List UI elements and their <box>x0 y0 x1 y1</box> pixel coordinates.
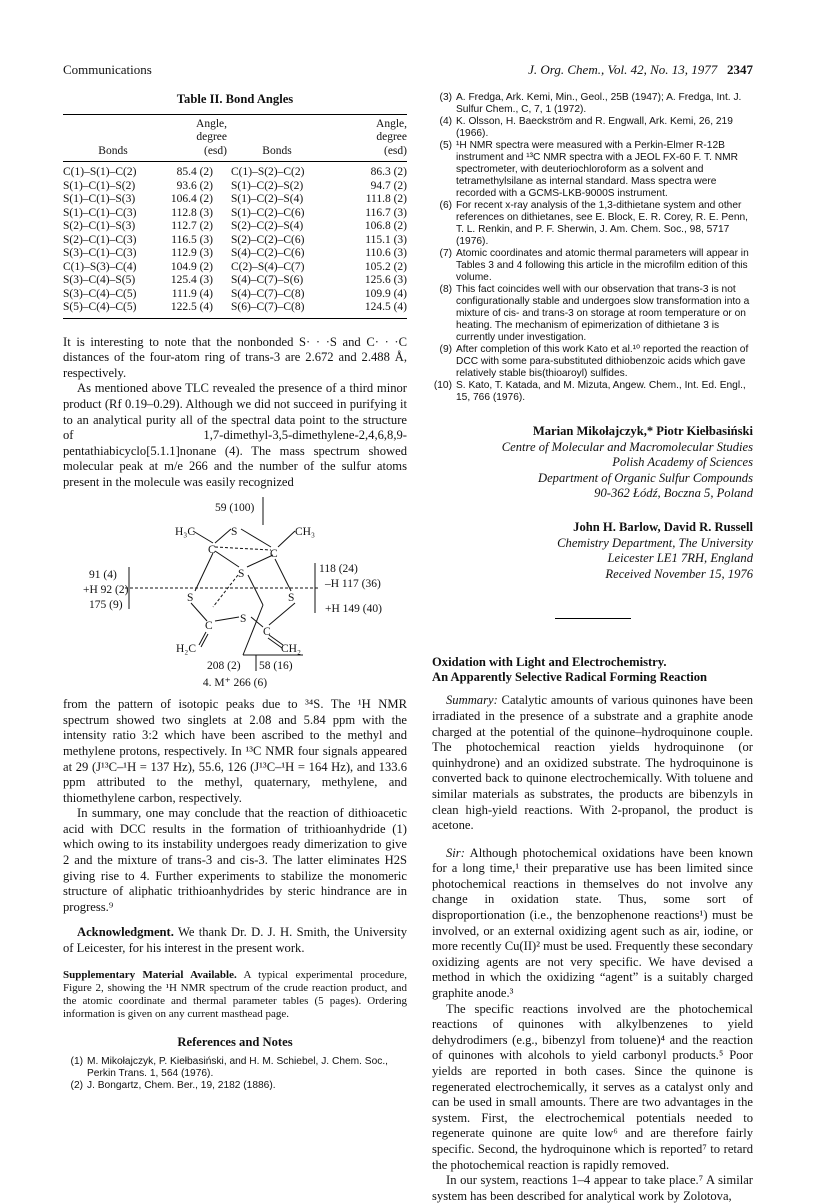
para-acknowledgment <box>63 925 407 956</box>
reference-item <box>432 248 753 284</box>
angle-cell: 116.7 (3) <box>365 206 407 219</box>
reference-item <box>432 200 753 248</box>
reference-item <box>432 116 753 140</box>
ms-fragment-58: 58 (16) <box>259 659 293 672</box>
author-block-2 <box>432 520 753 582</box>
reference-number: (2) <box>70 1080 83 1092</box>
bond-cell: S(1)–C(2)–S(2) <box>231 179 304 192</box>
aff1-line3: Department of Organic Sulfur Compounds <box>537 470 753 485</box>
angle-cell: 122.5 (4) <box>170 301 213 314</box>
references-left <box>63 1056 407 1092</box>
figure-caption: 4. M⁺ 266 (6) <box>202 676 268 689</box>
bond-cell: S(4)–C(7)–S(6) <box>231 274 304 287</box>
para-tlc: As mentioned above TLC revealed the presence of a third minor product (Rf 0.19–0.29). Although we did not succeed in purifying it to an analytical purity all of the spectral data point to the structure of 1,7-dimethyl-3,5-dimethylene-2,4,6,8,9-pentathiabicyclo[5.1.1]nonane (4). The mass spectrum showed molecular peak at m/e 266 and the number of the sulfur atoms present in the molecule was easily recognized <box>63 381 407 489</box>
supp-heading: Supplementary Material Available. <box>63 968 237 981</box>
ms-fragment-91: 91 (4) <box>89 568 117 581</box>
para-isotopic: from the pattern of isotopic peaks due to ³⁴S. The ¹H NMR spectrum showed two singlets at 2.08 and 5.84 ppm with the intensity ratio 3:2 which have been ascribed to the methyl and methylene protons, respectively. In ¹³C NMR four signals appeared at 29 (J¹³C–¹H = 137 Hz), 55.6, 126 (J¹³C–¹H = 164 Hz), and 133.6 ppm attributed to the methyl, quaternary, methylene, and thiomethylene carbon, respectively. <box>63 697 407 805</box>
reference-item <box>432 380 753 404</box>
angle-cell: 112.8 (3) <box>171 206 213 219</box>
para-our-system: In our system, reactions 1–4 appear to take place.⁷ A similar system has been described for analytical work by Zolotova, <box>432 1173 753 1203</box>
table-row <box>63 166 407 180</box>
bond-cell: S(1)–C(2)–S(4) <box>231 193 304 206</box>
atom-c-right: C <box>270 547 278 560</box>
supp-text: A typical experimental procedure, Figure 2, showing the ¹H NMR spectrum of the crude reaction product, and the atomic coordinate and thermal parameter tables (5 pages). Ordering information is given on any current masthead page. <box>63 968 407 1020</box>
header-esd-2: (esd) <box>384 144 407 157</box>
atom-h3c-top: H₃C <box>175 525 195 538</box>
bond-cell: S(3)–C(4)–C(5) <box>63 287 137 300</box>
table-row <box>63 207 407 221</box>
angle-cell: 86.3 (2) <box>370 166 407 179</box>
reference-text: J. Bongartz, Chem. Ber., 19, 2182 (1886). <box>87 1080 276 1092</box>
summary-label: Summary: <box>446 693 498 708</box>
angle-cell: 109.9 (4) <box>364 287 407 300</box>
structure-4-figure <box>63 495 407 680</box>
reference-text: M. Mikołajczyk, P. Kiełbasiński, and H. M. Schiebel, J. Chem. Soc., Perkin Trans. 1, 564 (1976). <box>87 1056 389 1080</box>
table-row <box>63 220 407 234</box>
atom-s-top: S <box>231 525 238 538</box>
table-title: Table II. Bond Angles <box>176 92 294 106</box>
atom-s-left: S <box>187 591 194 604</box>
atom-ch3-top: CH₃ <box>295 525 315 538</box>
angle-cell: 112.9 (3) <box>171 247 213 260</box>
reference-number: (1) <box>70 1056 83 1068</box>
reference-item <box>63 1080 407 1092</box>
reference-item <box>432 92 753 116</box>
header-degree-2: degree <box>376 131 407 144</box>
reference-text: A. Fredga, Ark. Kemi, Min., Geol., 25B (1947); A. Fredga, Int. J. Sulfur Chem., C, 7, 1 (1972). <box>456 92 742 115</box>
header-angle-1: Angle, <box>196 117 227 130</box>
header-esd-1: (esd) <box>204 144 227 157</box>
para-specific-reactions: The specific reactions involved are the photochemical reactions of quinones with alkylbenzenes to yield dehydrodimers (e.g., bibenzyl from toluene)⁴ and the reaction of quinones with alcohols to yield carbonyl products.⁵ Poor yields are reported in both cases. Since the quinone is regenerated electrochemically, it serves as a catalyst only and can be used in small amounts. There are two advantages in the system. First, the electrochemical potentials needed to regenerate quinone are quite low⁶ and are therefore fairly specific. Second, the hydroquinone which is reported⁷ to retard the photochemical reaction is rapidly removed. <box>432 1001 753 1172</box>
ack-heading: Acknowledgment. <box>77 925 174 940</box>
authors-2: John H. Barlow, David R. Russell <box>573 519 753 534</box>
summary-paragraph <box>432 693 753 833</box>
angle-cell: 106.4 (2) <box>170 193 213 206</box>
reference-number: (10) <box>433 380 452 391</box>
angle-cell: 111.8 (2) <box>365 193 407 206</box>
supplementary-material <box>63 969 407 1021</box>
ms-fragment-175: 175 (9) <box>89 598 123 611</box>
atom-h2c: H₂C <box>176 642 196 655</box>
reference-item <box>432 140 753 200</box>
angle-cell: 85.4 (2) <box>176 166 213 179</box>
article-body <box>432 693 753 1204</box>
table-row <box>63 301 407 315</box>
bond-cell: S(2)–C(1)–C(3) <box>63 233 137 246</box>
bond-cell: C(1)–S(3)–C(4) <box>63 260 137 273</box>
bond-angles-table <box>63 114 407 315</box>
reference-item <box>432 344 753 380</box>
angle-cell: 124.5 (4) <box>364 301 407 314</box>
references-heading: References and Notes <box>177 1034 293 1049</box>
authors-1: Marian Mikołajczyk,* Piotr Kiełbasiński <box>532 424 753 438</box>
table-row <box>63 247 407 261</box>
running-header-left: Communications <box>63 62 152 77</box>
sir-text: Although photochemical oxidations have been known for a long time,¹ their preparative use has been limited since photochemical reactions in themselves do not involve any change in oxidation state. Thus, some sort of disproportionation (i.e., the benzophenone reactions¹) must be involved, or an external oxidizing agent such as air, iodine, or more recently Cu(II)² must be used. Frequently these secondary oxidizing agents are not very specific. We have devised a method in which the oxidizing “agent” is a suitably charged graphite anode.³ <box>432 845 753 1001</box>
bond-cell: S(1)–C(1)–S(3) <box>63 193 136 206</box>
angle-cell: 110.6 (3) <box>365 247 407 260</box>
reference-item <box>432 284 753 344</box>
table-row <box>63 180 407 194</box>
right-column <box>432 92 753 1204</box>
ms-fragment-118: 118 (24) <box>319 562 358 575</box>
angle-cell: 112.7 (2) <box>171 220 213 233</box>
table-body <box>63 166 407 315</box>
reference-number: (6) <box>439 200 452 211</box>
reference-text: This fact coincides well with our observation that trans-3 is not configurationally stable and undergoes slow transformation into a mixture of cis- and trans-3 on storage at room temperature or on heating. The mechanism of epimerization of dithietane 3 is currently under investigation. <box>456 284 750 343</box>
article-title-line2: An Apparently Selective Radical Forming Reaction <box>432 670 708 685</box>
aff1-line4: 90-362 Łódź, Boczna 5, Poland <box>594 486 753 501</box>
table-row <box>63 274 407 288</box>
aff2-line2: Leicester LE1 7RH, England <box>607 551 753 566</box>
header-bonds-1: Bonds <box>98 144 128 157</box>
sir-label: Sir: <box>446 845 465 860</box>
atom-s-bottom: S <box>240 612 247 625</box>
angle-cell: 104.9 (2) <box>170 260 213 273</box>
bond-cell: S(1)–C(1)–S(2) <box>63 179 136 192</box>
table-row <box>63 193 407 207</box>
reference-number: (7) <box>439 248 452 259</box>
author-block-1 <box>432 424 753 502</box>
bond-cell: S(3)–C(1)–C(3) <box>63 247 137 260</box>
page-number: 2347 <box>727 62 753 77</box>
bond-cell: S(1)–C(1)–C(3) <box>63 206 137 219</box>
header-degree-1: degree <box>196 131 227 144</box>
atom-c-left: C <box>208 543 216 556</box>
aff2-line1: Chemistry Department, The University <box>557 535 753 550</box>
angle-cell: 106.8 (2) <box>364 220 407 233</box>
ms-fragment-117: –H 117 (36) <box>325 577 381 590</box>
reference-text: For recent x-ray analysis of the 1,3-dithietane system and other references on dithietanes, see E. Block, E. R. Corey, R. E. Penn, T. L. Renkin, and P. F. Sherwin, J. Am. Chem. Soc., 98, 5717 (1976). <box>456 200 748 247</box>
reference-text: Atomic coordinates and atomic thermal parameters will appear in Tables 3 and 4 following this article in the microfilm edition of this volume. <box>456 248 749 283</box>
bond-cell: S(2)–C(2)–C(6) <box>231 233 305 246</box>
atom-ch2: CH₂ <box>281 642 301 655</box>
ack-text: We thank Dr. D. J. H. Smith, the University of Leicester, for his interest in the present work. <box>63 925 407 956</box>
journal-citation: J. Org. Chem., Vol. 42, No. 13, 1977 <box>528 62 718 77</box>
bond-cell: S(3)–C(4)–S(5) <box>63 274 136 287</box>
header-bonds-2: Bonds <box>262 144 292 157</box>
reference-number: (8) <box>439 284 452 295</box>
left-column <box>63 92 407 1092</box>
section-divider <box>555 618 631 619</box>
aff1-line2: Polish Academy of Sciences <box>612 455 753 470</box>
angle-cell: 125.6 (3) <box>364 274 407 287</box>
ms-fragment-149: +H 149 (40) <box>325 602 382 615</box>
angle-cell: 105.2 (2) <box>364 260 407 273</box>
reference-text: ¹H NMR spectra were measured with a Perkin-Elmer R-12B instrument and ¹³C NMR spectra with a JEOL FX-60 F. T. NMR spectrometer, with deuteriochloroform as a solvent and tetramethylsilane as internal standard. Mass spectra were recorded with a GCMS-LKB-9000S instrument. <box>456 140 738 199</box>
bond-cell: C(1)–S(2)–C(2) <box>231 166 305 179</box>
reference-item <box>63 1056 407 1080</box>
reference-text: After completion of this work Kato et al.¹⁰ reported the reaction of DCC with some para-substituted dithiobenzoic acids which gave relatively stable bis(thioaroyl) sulfides. <box>456 344 749 379</box>
atom-c-bottom-left: C <box>205 619 213 632</box>
bond-cell: C(1)–S(1)–C(2) <box>63 166 137 179</box>
table-row <box>63 261 407 275</box>
article-title <box>432 655 753 685</box>
aff2-line3: Received November 15, 1976 <box>605 566 753 581</box>
reference-number: (4) <box>439 116 452 127</box>
reference-number: (5) <box>439 140 452 151</box>
para-summary: In summary, one may conclude that the reaction of dithioacetic acid with DCC results in the formation of trithioanhydride (1) which owing to its instability undergoes ready dimerization to give 2 and the mixture of trans-3 and cis-3. The latter eliminates H2S giving rise to 4. Further experiments to stabilize the monomeric structure of aliphatic trithioanhydrides by steric hindrance are in progress.⁹ <box>63 806 407 914</box>
angle-cell: 111.9 (4) <box>171 287 213 300</box>
bond-cell: C(2)–S(4)–C(7) <box>231 260 305 273</box>
bond-cell: S(4)–C(2)–C(6) <box>231 247 305 260</box>
sir-paragraph <box>432 846 753 1002</box>
bond-cell: S(4)–C(7)–C(8) <box>231 287 305 300</box>
angle-cell: 116.5 (3) <box>171 233 213 246</box>
running-header-right <box>528 62 753 78</box>
bond-cell: S(1)–C(2)–C(6) <box>231 206 305 219</box>
ms-fragment-92: +H 92 (2) <box>83 583 129 596</box>
angle-cell: 94.7 (2) <box>370 179 407 192</box>
ms-fragment-208: 208 (2) <box>207 659 241 672</box>
bond-cell: S(2)–C(2)–S(4) <box>231 220 304 233</box>
atom-s-right: S <box>288 591 295 604</box>
reference-number: (3) <box>439 92 452 103</box>
references-right <box>432 92 753 404</box>
aff1-line1: Centre of Molecular and Macromolecular Studies <box>501 439 753 454</box>
bond-cell: S(2)–C(1)–S(3) <box>63 220 136 233</box>
para-nonbonded: It is interesting to note that the nonbonded S· · ·S and C· · ·C distances of the four-atom ring of trans-3 are 2.672 and 2.488 Å, respectively. <box>63 334 407 380</box>
table-row <box>63 288 407 302</box>
table-row <box>63 234 407 248</box>
angle-cell: 125.4 (3) <box>170 274 213 287</box>
reference-text: S. Kato, T. Katada, and M. Mizuta, Angew. Chem., Int. Ed. Engl., 15, 766 (1976). <box>456 380 746 403</box>
bond-cell: S(6)–C(7)–C(8) <box>231 301 305 314</box>
angle-cell: 93.6 (2) <box>176 179 213 192</box>
bond-cell: S(5)–C(4)–C(5) <box>63 301 137 314</box>
reference-number: (9) <box>439 344 452 355</box>
reference-text: K. Olsson, H. Baeckström and R. Engwall, Ark. Kemi, 26, 219 (1966). <box>456 116 733 139</box>
article-title-line1: Oxidation with Light and Electrochemistry. <box>432 655 667 670</box>
ms-fragment-59: 59 (100) <box>215 501 255 514</box>
atom-s-mid: S <box>238 567 245 580</box>
header-angle-2: Angle, <box>376 117 407 130</box>
angle-cell: 115.1 (3) <box>365 233 407 246</box>
summary-text: Catalytic amounts of various quinones have been irradiated in the presence of a substrate and a graphite anode charged at the potential of the quinone–hydroquinone couple. The photochemical reaction yields hydroquinone (or quinhydrone) and an oxidized substrate. The hydroquinone is converted back to quinone electrochemically. With toluene and similar materials as substrates, the products are bibenzyls in clean high-yield reactions. With 2-propanol, the product is acetone. <box>432 693 753 833</box>
atom-c-bottom-right: C <box>263 625 271 638</box>
